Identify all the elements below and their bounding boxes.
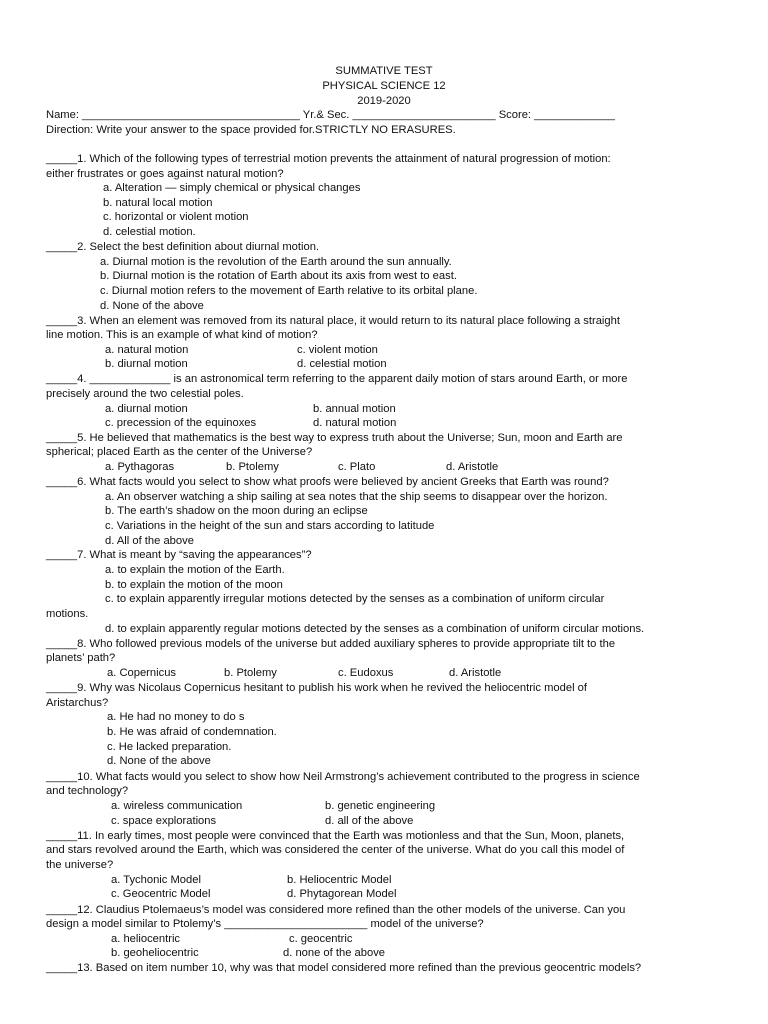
question-4-option-b: b. annual motion <box>313 403 396 415</box>
question-11-option-a: a. Tychonic Model <box>111 874 201 886</box>
question-2-option-d: d. None of the above <box>100 300 204 312</box>
question-12-stem: _____12. Claudius Ptolemaeus’s model was considered more refined than the other models of the universe. Can you <box>46 904 626 916</box>
question-12-option-d: d. none of the above <box>283 947 386 959</box>
question-7-option-a: a. to explain the motion of the Earth. <box>105 564 285 576</box>
question-10-option-b: b. genetic engineering <box>325 800 436 812</box>
question-2-option-c: c. Diurnal motion refers to the movement of Earth relative to its orbital plane. <box>100 285 478 297</box>
question-3-option-d: d. celestial motion <box>297 358 387 370</box>
question-11-stem-cont-2: the universe? <box>46 859 114 871</box>
question-6-option-a: a. An observer watching a ship sailing at sea notes that the ship seems to disappear over the horizon. <box>105 491 608 503</box>
subject-title: PHYSICAL SCIENCE 12 <box>322 80 446 92</box>
question-12-option-c: c. geocentric <box>289 933 353 945</box>
question-11-stem: _____11. In early times, most people were convinced that the Earth was motionless and that the Sun, Moon, planets, <box>46 830 625 842</box>
question-6-stem: _____6. What facts would you select to show what proofs were believed by ancient Greeks that Earth was round? <box>46 476 609 488</box>
question-9-option-c: c. He lacked preparation. <box>107 741 232 753</box>
question-1-option-b: b. natural local motion <box>103 197 213 209</box>
question-3-option-a: a. natural motion <box>105 344 189 356</box>
question-5-stem-cont: spherical; placed Earth as the center of the Universe? <box>46 446 313 458</box>
question-10-stem-cont: and technology? <box>46 785 129 797</box>
question-9-stem: _____9. Why was Nicolaus Copernicus hesitant to publish his work when he revived the heliocentric model of <box>46 682 588 694</box>
question-8-option-a: a. Copernicus <box>107 667 177 679</box>
question-4-stem-cont: precisely around the two celestial poles. <box>46 388 244 400</box>
question-10-stem: _____10. What facts would you select to show how Neil Armstrong’s achievement contributed to the progress in science <box>46 771 640 783</box>
question-9-option-a: a. He had no money to do s <box>107 711 245 723</box>
question-2-stem: _____2. Select the best definition about diurnal motion. <box>46 241 320 253</box>
question-8-option-c: c. Eudoxus <box>338 667 394 679</box>
question-4-option-d: d. natural motion <box>313 417 397 429</box>
question-13-stem: _____13. Based on item number 10, why was that model considered more refined than the previous geocentric models? <box>46 962 642 974</box>
question-4-stem: _____4. _____________ is an astronomical term referring to the apparent daily motion of stars around Earth, or more <box>46 373 628 385</box>
question-7-option-c-cont: motions. <box>46 608 89 620</box>
question-3-option-c: c. violent motion <box>297 344 378 356</box>
question-5-option-a: a. Pythagoras <box>105 461 175 473</box>
question-3-stem: _____3. When an element was removed from its natural place, it would return to its natural place following a straight <box>46 315 620 327</box>
question-12-option-a: a. heliocentric <box>111 933 181 945</box>
question-7-option-b: b. to explain the motion of the moon <box>105 579 283 591</box>
question-6-option-d: d. All of the above <box>105 535 194 547</box>
question-5-option-c: c. Plato <box>338 461 376 473</box>
question-10-option-a: a. wireless communication <box>111 800 243 812</box>
question-11-stem-cont: and stars revolved around the Earth, which was considered the center of the universe. What do you call this model of <box>46 844 625 856</box>
question-5-option-d: d. Aristotle <box>446 461 499 473</box>
question-11-option-c: c. Geocentric Model <box>111 888 211 900</box>
question-5-option-b: b. Ptolemy <box>226 461 279 473</box>
question-6-option-c: c. Variations in the height of the sun and stars according to latitude <box>105 520 435 532</box>
question-11-option-d: d. Phytagorean Model <box>287 888 397 900</box>
question-2-option-b: b. Diurnal motion is the rotation of Earth about its axis from west to east. <box>100 270 457 282</box>
question-10-option-c: c. space explorations <box>111 815 217 827</box>
question-4-option-a: a. diurnal motion <box>105 403 188 415</box>
school-year: 2019-2020 <box>357 95 411 107</box>
question-1-option-a: a. Alteration — simply chemical or physical changes <box>103 182 361 194</box>
question-1-stem: _____1. Which of the following types of terrestrial motion prevents the attainment of natural progression of motion: <box>46 153 611 165</box>
question-7-stem: _____7. What is meant by “saving the appearances”? <box>46 549 312 561</box>
question-8-stem: _____8. Who followed previous models of the universe but added auxiliary spheres to provide appropriate tilt to the <box>46 638 616 650</box>
question-8-stem-cont: planets’ path? <box>46 652 116 664</box>
question-10-option-d: d. all of the above <box>325 815 414 827</box>
question-3-stem-cont: line motion. This is an example of what kind of motion? <box>46 329 318 341</box>
question-8-option-b: b. Ptolemy <box>224 667 277 679</box>
question-9-stem-cont: Aristarchus? <box>46 697 109 709</box>
question-1-option-c: c. horizontal or violent motion <box>103 211 249 223</box>
question-6-option-b: b. The earth’s shadow on the moon during an eclipse <box>105 505 368 517</box>
question-1-option-d: d. celestial motion. <box>103 226 196 238</box>
question-1-stem-cont: either frustrates or goes against natural motion? <box>46 168 284 180</box>
student-info-fields: Name: ___________________________________ Yr.& Sec. _______________________ Score: _____________ <box>46 109 616 121</box>
question-2-option-a: a. Diurnal motion is the revolution of the Earth around the sun annually. <box>100 256 452 268</box>
test-title: SUMMATIVE TEST <box>335 65 433 77</box>
question-9-option-d: d. None of the above <box>107 755 211 767</box>
question-8-option-d: d. Aristotle <box>449 667 502 679</box>
question-11-option-b: b. Heliocentric Model <box>287 874 392 886</box>
question-7-option-c: c. to explain apparently irregular motions detected by the senses as a combination of uniform circular <box>105 593 605 605</box>
question-3-option-b: b. diurnal motion <box>105 358 188 370</box>
question-4-option-c: c. precession of the equinoxes <box>105 417 257 429</box>
question-7-option-d: d. to explain apparently regular motions detected by the senses as a combination of uniform circular motions. <box>105 623 645 635</box>
question-12-option-b: b. geoheliocentric <box>111 947 199 959</box>
directions: Direction: Write your answer to the space provided for.STRICTLY NO ERASURES. <box>46 124 456 136</box>
question-9-option-b: b. He was afraid of condemnation. <box>107 726 277 738</box>
question-5-stem: _____5. He believed that mathematics is the best way to express truth about the Universe; Sun, moon and Earth are <box>46 432 623 444</box>
question-12-stem-cont: design a model similar to Ptolemy’s _______________________ model of the universe? <box>46 918 484 930</box>
